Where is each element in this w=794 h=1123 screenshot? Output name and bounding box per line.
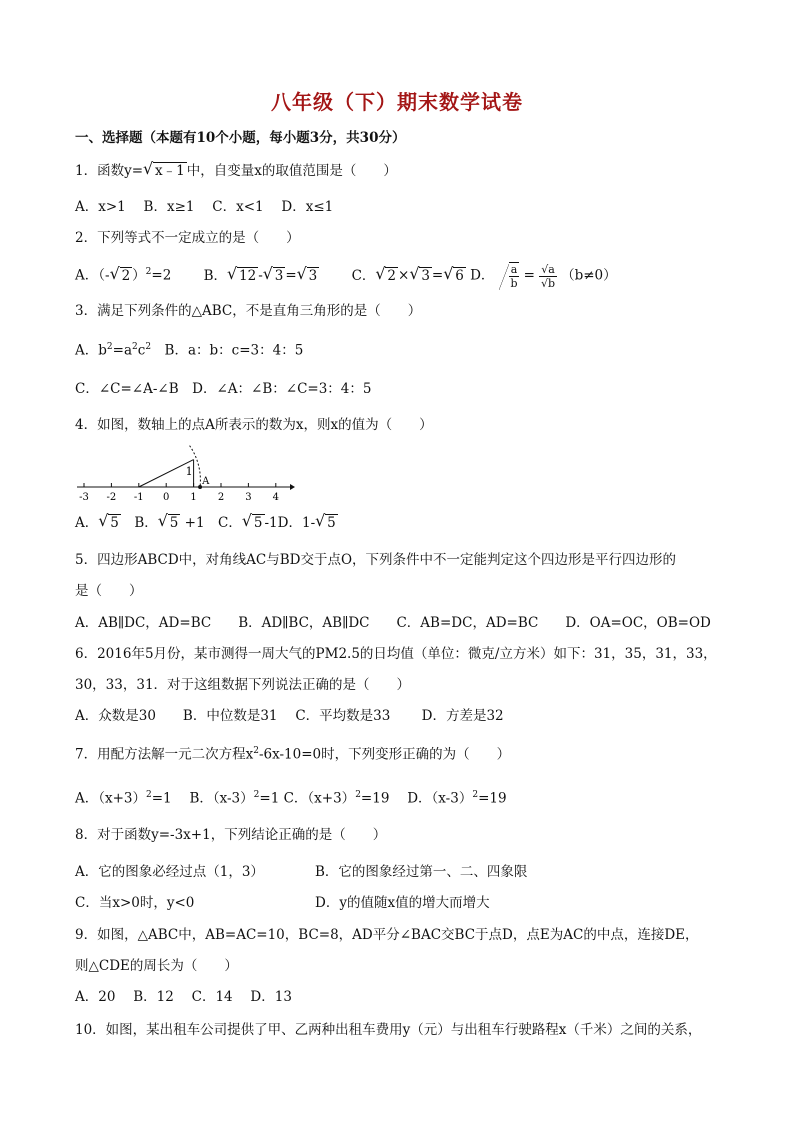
question-7: 7．用配方法解一元二次方程$x^2-6x-10=0$时，下列变形正确的为（ ） (75, 746, 511, 763)
question-3-options-cd: C．∠C=∠A-∠B D．∠A：∠B：∠C=3：4：5 (75, 381, 372, 397)
tick-label: -2 (106, 492, 117, 503)
question-4-options: A．√ 5 B．√ 5 +1 C．√ 5 -1D．1-√ 5 (75, 514, 338, 532)
section-heading: 一、选择题（本题有10个小题，每小题3分，共30分） (75, 130, 406, 146)
question-2-options: A．（-√ 2 ）$^2$=2 B．√ 12 -√ 3 =√ 3 C．√ 2 ×√ 3 =√ 6 D． $\frac{a}{b}$ = $\frac{√a}{√b}$ （b≠0） (75, 262, 617, 290)
question-8-option-c: C．当x>0时，y<0 (75, 895, 195, 911)
question-5-options: A．AB∥DC，AD=BC B．AD∥BC，AB∥DC C．AB=DC，AD=BC D．OA=OC，OB=OD (75, 615, 711, 631)
question-5-line-1: 5．四边形ABCD中，对角线AC与BD交于点O，下列条件中不一定能判定这个四边形是平行四边形的 (75, 552, 677, 568)
point-a-label: A (202, 476, 210, 487)
question-9-options: A．20 B．12 C．14 D．13 (75, 989, 292, 1005)
question-5-line-2: 是（ ） (75, 583, 143, 599)
question-7-options: A．$(x+3)^2=1$ B．$(x-3)^2=1$ C．$(x+3)^2=19$ D．$(x-3)^2=19$ (75, 790, 507, 807)
page-title: 八年级（下）期末数学试卷 (271, 90, 523, 114)
question-8-option-b: B．它的图象经过第一、二、四象限 (315, 864, 528, 880)
tick-label: 3 (245, 492, 252, 503)
question-8-option-d: D．y的值随x值的增大而增大 (315, 895, 490, 911)
side-label: 1 (185, 465, 193, 478)
question-1: 1．函数y=√ x﹣1 中，自变量x的取值范围是（ ） (75, 162, 397, 180)
question-9-line-2: 则△CDE的周长为（ ） (75, 958, 238, 974)
question-6-line-1: 6．2016年5月份，某市测得一周大气的PM2.5的日均值（单位：微克/立方米）如下：31，35，31，33， (75, 646, 717, 662)
question-9-line-1: 9．如图，△ABC中，AB=AC=10，BC=8，AD平分∠BAC交BC于点D，点E为AC的中点，连接DE， (75, 927, 699, 943)
question-10-line-1: 10．如图，某出租车公司提供了甲、乙两种出租车费用y（元）与出租车行驶路程x（千米）之间的关系， (75, 1022, 702, 1038)
tick-label: 1 (190, 492, 197, 503)
question-2: 2．下列等式不一定成立的是（ ） (75, 230, 300, 246)
question-3-options-ab: A．$b^2=a^2c^2$ B．a：b：c=3：4：5 (75, 342, 304, 359)
axis-arrow-icon (290, 484, 295, 490)
question-6-line-2: 30，33，31．对于这组数据下列说法正确的是（ ） (75, 677, 411, 693)
tick-label: 4 (272, 492, 279, 503)
question-4: 4．如图，数轴上的点A所表示的数为x，则x的值为（ ） (75, 417, 433, 433)
number-line-figure (75, 444, 295, 504)
question-8: 8．对于函数y=-3x+1，下列结论正确的是（ ） (75, 827, 387, 843)
question-3: 3．满足下列条件的△ABC，不是直角三角形的是（ ） (75, 303, 422, 319)
tick-label: -3 (79, 492, 89, 503)
question-1-options: A．x>1 B．x≥1 C．x<1 D．x≤1 (75, 199, 334, 215)
tick-label: -1 (133, 492, 144, 503)
question-6-options: A．众数是30 B．中位数是31 C．平均数是33 D．方差是32 (75, 708, 504, 724)
question-8-option-a: A．它的图象必经过点（1，3） (75, 864, 264, 880)
tick-label: 2 (217, 492, 225, 503)
tick-label: 0 (163, 492, 170, 503)
